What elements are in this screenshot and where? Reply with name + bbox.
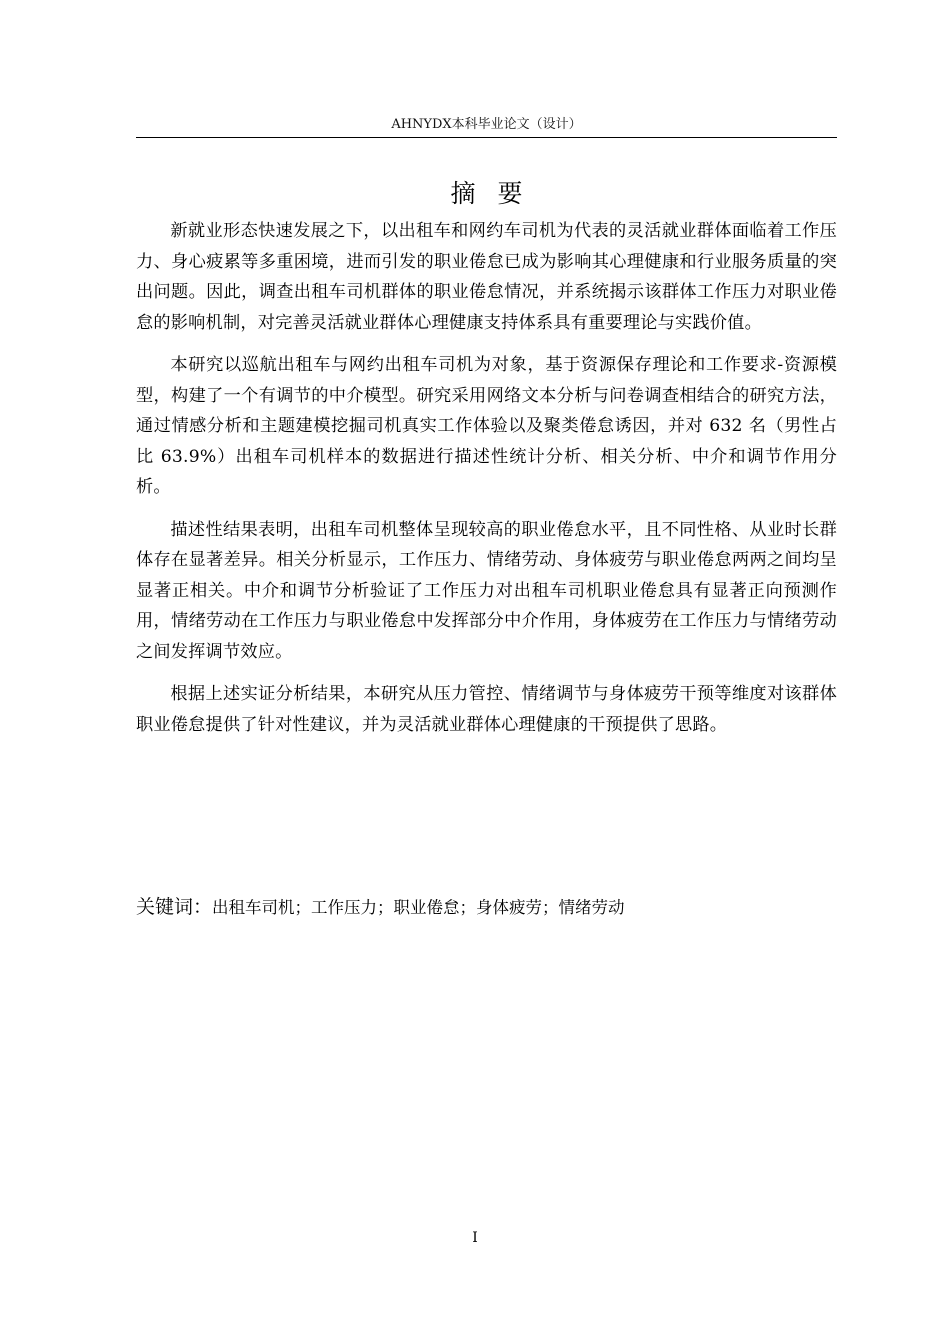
keywords-line bbox=[136, 892, 837, 923]
keywords-text: 出租车司机；工作压力；职业倦怠；身体疲劳；情绪劳动 bbox=[212, 898, 625, 917]
abstract-paragraph-2: 本研究以巡航出租车与网约出租车司机为对象，基于资源保存理论和工作要求-资源模型，构建了一个有调节的中介模型。研究采用网络文本分析与问卷调查相结合的研究方法，通过情感分析和主题建模挖掘司机真实工作体验以及聚类倦怠诱因，并对 632 名（男性占比 63.9%）出租车司机样本的数据进行描述性统计分析、相关分析、中介和调节作用分析。 bbox=[136, 355, 837, 497]
running-header: AHNYDX本科毕业论文（设计） bbox=[391, 117, 582, 132]
header-rule bbox=[136, 137, 837, 138]
abstract-body bbox=[136, 216, 837, 752]
page-number: I bbox=[472, 1230, 478, 1246]
abstract-paragraph-3: 描述性结果表明，出租车司机整体呈现较高的职业倦怠水平，且不同性格、从业时长群体存在显著差异。相关分析显示，工作压力、情绪劳动、身体疲劳与职业倦怠两两之间均呈显著正相关。中介和调节分析验证了工作压力对出租车司机职业倦怠具有显著正向预测作用，情绪劳动在工作压力与职业倦怠中发挥部分中介作用，身体疲劳在工作压力与情绪劳动之间发挥调节效应。 bbox=[136, 519, 837, 662]
keywords-label: 关键词： bbox=[136, 896, 213, 918]
abstract-paragraph-4: 根据上述实证分析结果，本研究从压力管控、情绪调节与身体疲劳干预等维度对该群体职业倦怠提供了针对性建议，并为灵活就业群体心理健康的干预提供了思路。 bbox=[136, 684, 837, 735]
abstract-title: 摘要 bbox=[450, 179, 545, 208]
abstract-paragraph-1: 新就业形态快速发展之下，以出租车和网约车司机为代表的灵活就业群体面临着工作压力、身心疲累等多重困境，进而引发的职业倦怠已成为影响其心理健康和行业服务质量的突出问题。因此，调查出租车司机群体的职业倦怠情况，并系统揭示该群体工作压力对职业倦怠的影响机制，对完善灵活就业群体心理健康支持体系具有重要理论与实践价值。 bbox=[136, 221, 837, 333]
